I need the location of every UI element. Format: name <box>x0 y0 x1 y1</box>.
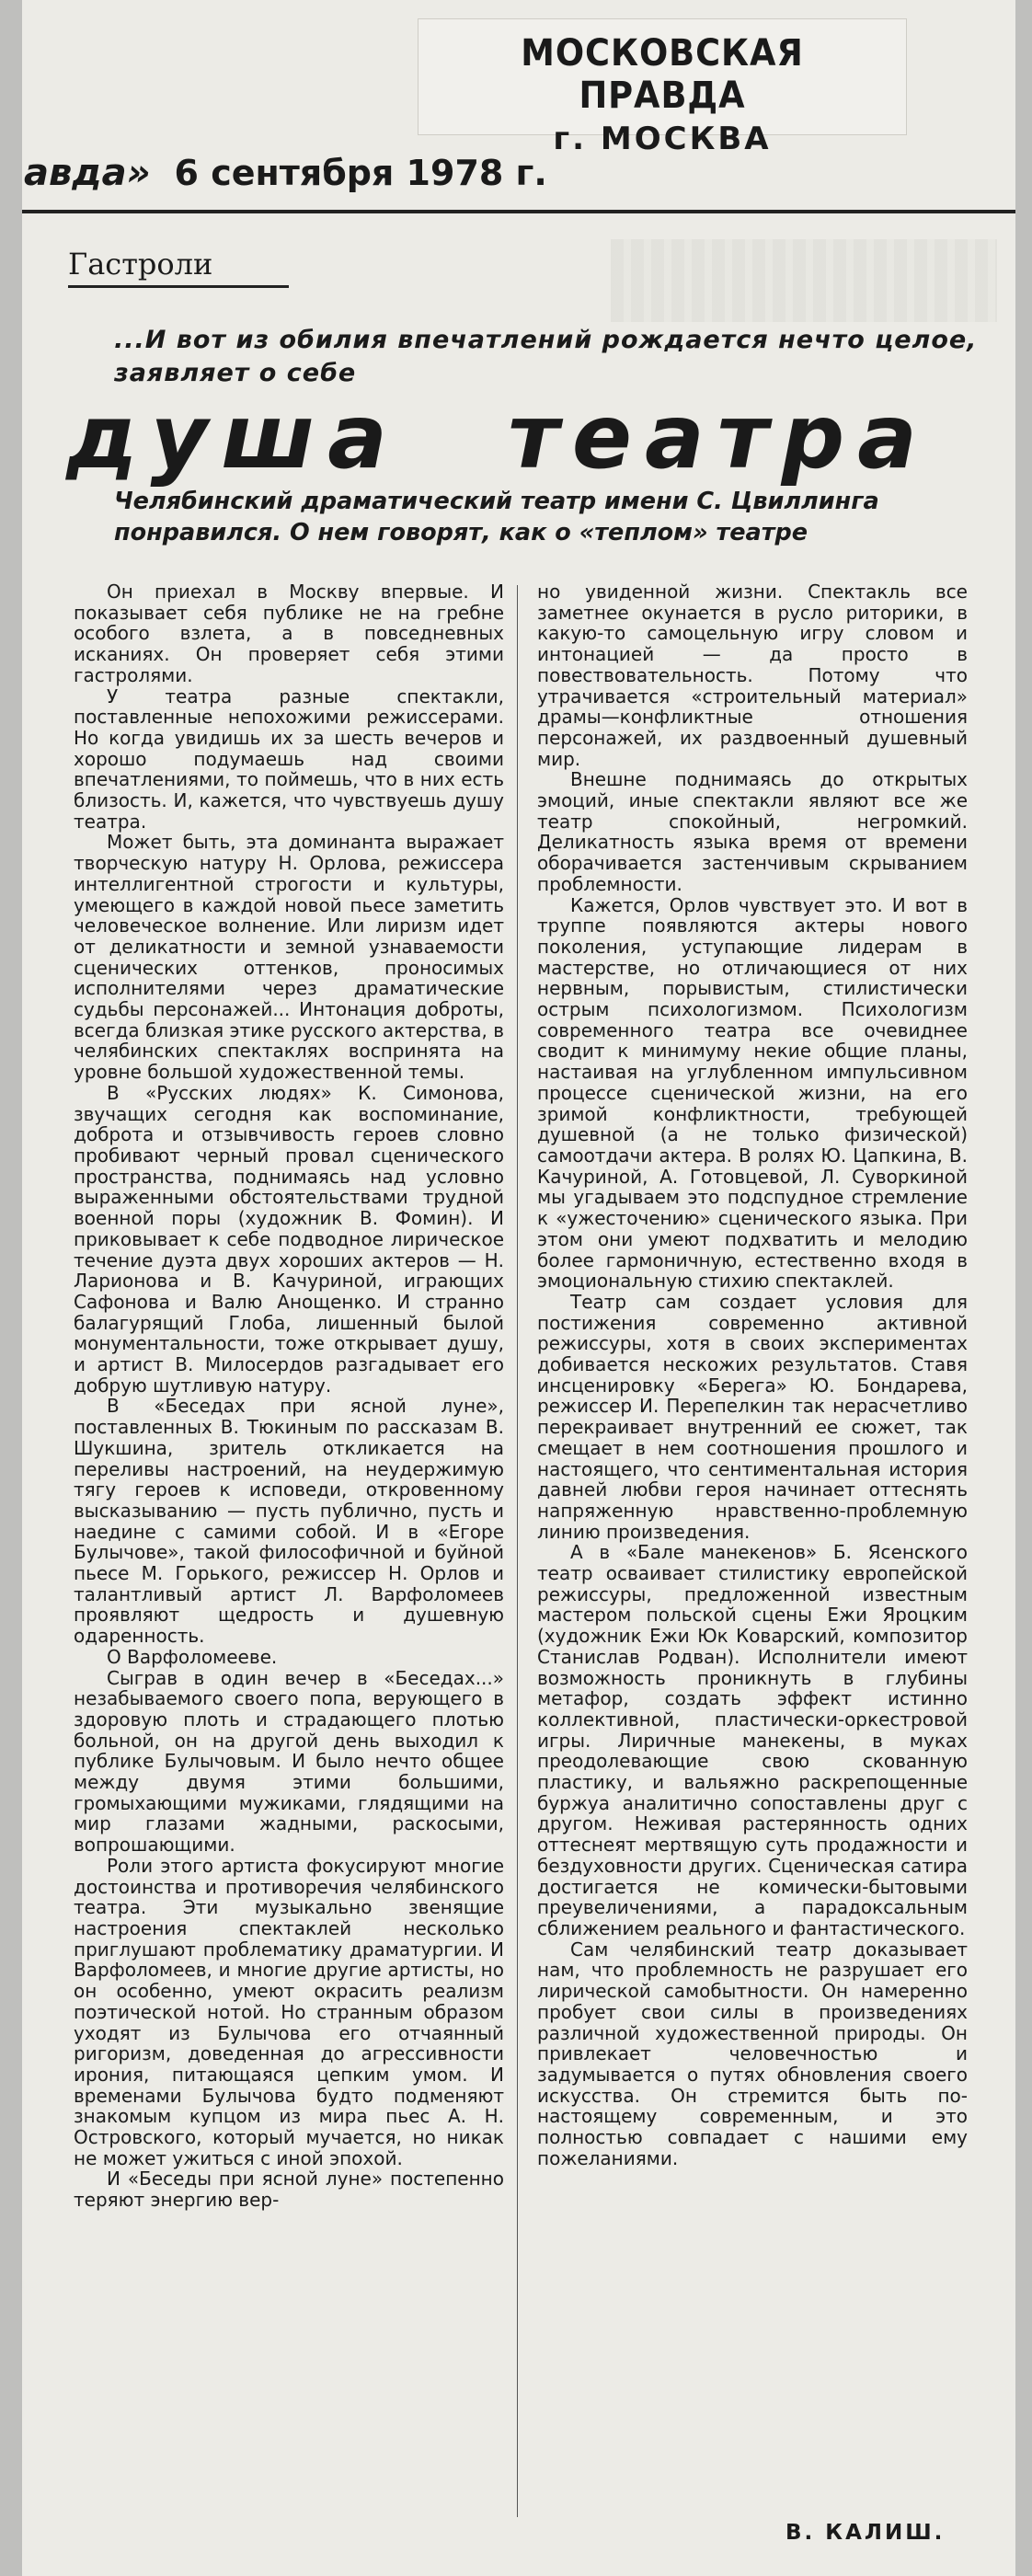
article-headline: душа театра <box>66 385 930 489</box>
paragraph: В «Беседах при ясной луне», поставленных В. Тюкиным по рассказам В. Шукшина, зритель откликается на переливы настроений, на неудержимую тягу героев к исповеди, откровенному высказыванию — пусть публично, пусть и наедине с самими собой. И в «Егоре Булычове», такой философичной и буйной пьесе М. Горького, режиссер Н. Орлов и талантливый артист Л. Варфоломеев проявляют щедрость и душевную одаренность. <box>74 1395 504 1648</box>
publication-date: 6 сентября 1978 г. <box>174 153 547 193</box>
column-right <box>537 581 968 2168</box>
article-subhead: Челябинский драматический театр имени С. Цвиллинга понравился. О нем говорят, как о «теплом» театре <box>114 488 879 546</box>
newspaper-clipping <box>22 0 1015 2576</box>
paragraph: Может быть, эта доминанта выражает творческую натуру Н. Орлова, режиссера интеллигентной строгости и культуры, умеющего в каждой новой пьесе заметить человеческое волнение. Или лиризм идет от деликатности и земной узнаваемости сценических оттенков, проносимых исполнителями через драматические судьбы персонажей... Интонация доброты, всегда близкая этике русского актерства, в челябинских спектаклях воспринята на уровне большой художественной темы. <box>74 831 504 1084</box>
stamp-newspaper-name: МОСКОВСКАЯ ПРАВДА <box>521 32 804 117</box>
rubric: Гастроли <box>68 247 289 288</box>
paragraph: Он приехал в Москву впервые. И показывает себя публике не на гребне особого взлета, а в повседневных исканиях. Он проверяет себя этими гастролями. <box>74 581 504 686</box>
paragraph: Кажется, Орлов чувствует это. И вот в труппе появляются актеры нового поколения, уступающие лидерам в мастерстве, но отличающиеся от них нервным, порывистым, стилистически острым психологизмом. Психологизм современного театра все очевиднее сводит к минимуму некие общие планы, настаивая на углубленном импульсивном процессе сценической жизни, на его зримой конфликтности, требующей душевной (а не только физической) самоотдачи актера. В ролях Ю. Цапкина, В. Качуриной, А. Готовцевой, Л. Суворкиной мы угадываем это подспудное стремление к «ужесточению» сценического языка. При этом они умеют подхватить и мелодию более гармоничную, естественно входя в эмоциональную стихию спектаклей. <box>537 893 968 1293</box>
paragraph: О Варфоломееве. <box>107 1645 278 1668</box>
article-lead: ...И вот из обилия впечатлений рождается нечто целое, заявляет о себе <box>114 326 978 387</box>
author-signature: В. КАЛИШ. <box>785 2521 946 2545</box>
paragraph: Сам челябинский театр доказывает нам, что проблемность не разрушает его лирической самобытности. Он намеренно пробует свои силы в произведениях различной художественной природы. Он привлекает человечностью и задумывается о путях обновления своего искусства. Он стремится быть по-настоящему современным, и это полностью совпадает с нашими ему пожеланиями. <box>537 1938 968 2169</box>
paragraph: А в «Бале манекенов» Б. Ясенского театр осваивает стилистику европейской режиссуры, предложенной известным мастером польской сцены Ежи Яроцким (художник Ежи Юк Коварский, композитор Станислав Родван). Исполнители имеют возможность проникнуть в глубины метафор, создать эффект истинно коллективной, пластически-оркестровой игры. Лиричные манекены, в муках преодолевающие свою скованную пластику, и вальяжно раскрепощенные буржуа аналитично сопоставлены друг с другом. Неживая растерянность одних оттеснеят мертвящую суть продажности и бездуховности других. Сценическая сатира достигается не комически-бытовыми преувеличениями, а парадоксальным сближением реального и фантастического. <box>537 1541 968 1939</box>
paragraph: но увиденной жизни. Спектакль все заметнее окунается в русло риторики, в какую-то самоцельную игру словом и интонацией — да просто в повествовательность. Потому что утрачивается «строительный материал» драмы—конфликтные отношения персонажей, их раздвоенный душевный мир. <box>537 581 968 770</box>
bleed-through-texture <box>611 239 997 322</box>
source-dateline <box>22 136 1015 213</box>
paragraph: И «Беседы при ясной луне» постепенно теряют энергию вер- <box>74 2168 504 2212</box>
paragraph: Театр сам создает условия для постижения современно активной режиссуры, хотя в своих экспериментах добивается нескожих результатов. Ставя инсценировку «Берега» Ю. Бондарева, режиссер И. Перепелкин так нерасчетливо перекраивает внутренний ее сюжет, так смещает в нем соотношения прошлого и настоящего, что сентиментальная история давней любви героя начинает оттеснять напряженную нравственно-проблемную линию произведения. <box>537 1290 968 1543</box>
column-divider <box>517 585 518 2517</box>
paragraph: У театра разные спектакли, поставленные непохожими режиссерами. Но когда увидишь их за шесть вечеров и хорошо подумаешь над своими впечатлениями, то поймешь, что в них есть близость. И, кажется, что чувствуешь душу театра. <box>74 684 504 833</box>
paragraph: Роли этого артиста фокусируют многие достоинства и противоречия челябинского театра. Эти музыкально звенящие настроения спектаклей несколько приглушают проблематику драматургии. И Варфоломеев, и многие другие артисты, но он особенно, умеют окрасить реализм поэтической нотой. Но странным образом уходят из Булычова его отчаянный ригоризм, доведенная до агрессивности ирония, питающаяся цепким умом. И временами Булычова будто подменяют знакомым купцом из мира пьес А. Н. Островского, который мучается, но никак не может ужиться с иной эпохой. <box>74 1854 504 2169</box>
clipping-stamp <box>418 18 907 157</box>
column-left <box>74 581 504 2211</box>
paper-name-fragment: авда» <box>24 152 151 194</box>
paragraph: Внешне поднимаясь до открытых эмоций, иные спектакли являют все же театр спокойный, негромкий. Деликатность языка время от времени оборачивается застенчивым скрыванием проблемности. <box>537 768 968 895</box>
stamp-city: г. МОСКВА <box>553 121 772 157</box>
paragraph: В «Русских людях» К. Симонова, звучащих сегодня как воспоминание, доброта и отзывчивость героев словно пробивают черный провал сценического пространства, поднимаясь над условно выраженными обстоятельствами трудной военной поры (художник В. Фомин). И приковывает к себе подводное лирическое течение дуэта двух хороших актеров — Н. Ларионова и В. Качуриной, играющих Сафонова и Валю Анощенко. И странно балагурящий Глоба, лишенный былой монументальности, тоже открывает душу, и артист В. Милосердов разгадывает его добрую шутливую натуру. <box>74 1081 504 1397</box>
paragraph: Сыграв в один вечер в «Беседах...» незабываемого своего попа, верующего в здоровую плоть и страдающего плотью больной, он на другой день выходил к публике Булычовым. И было нечто общее между двумя этими большими, громыхающими мужиками, глядящими на мир глазами жадными, раскосыми, вопрошающими. <box>74 1666 504 1857</box>
